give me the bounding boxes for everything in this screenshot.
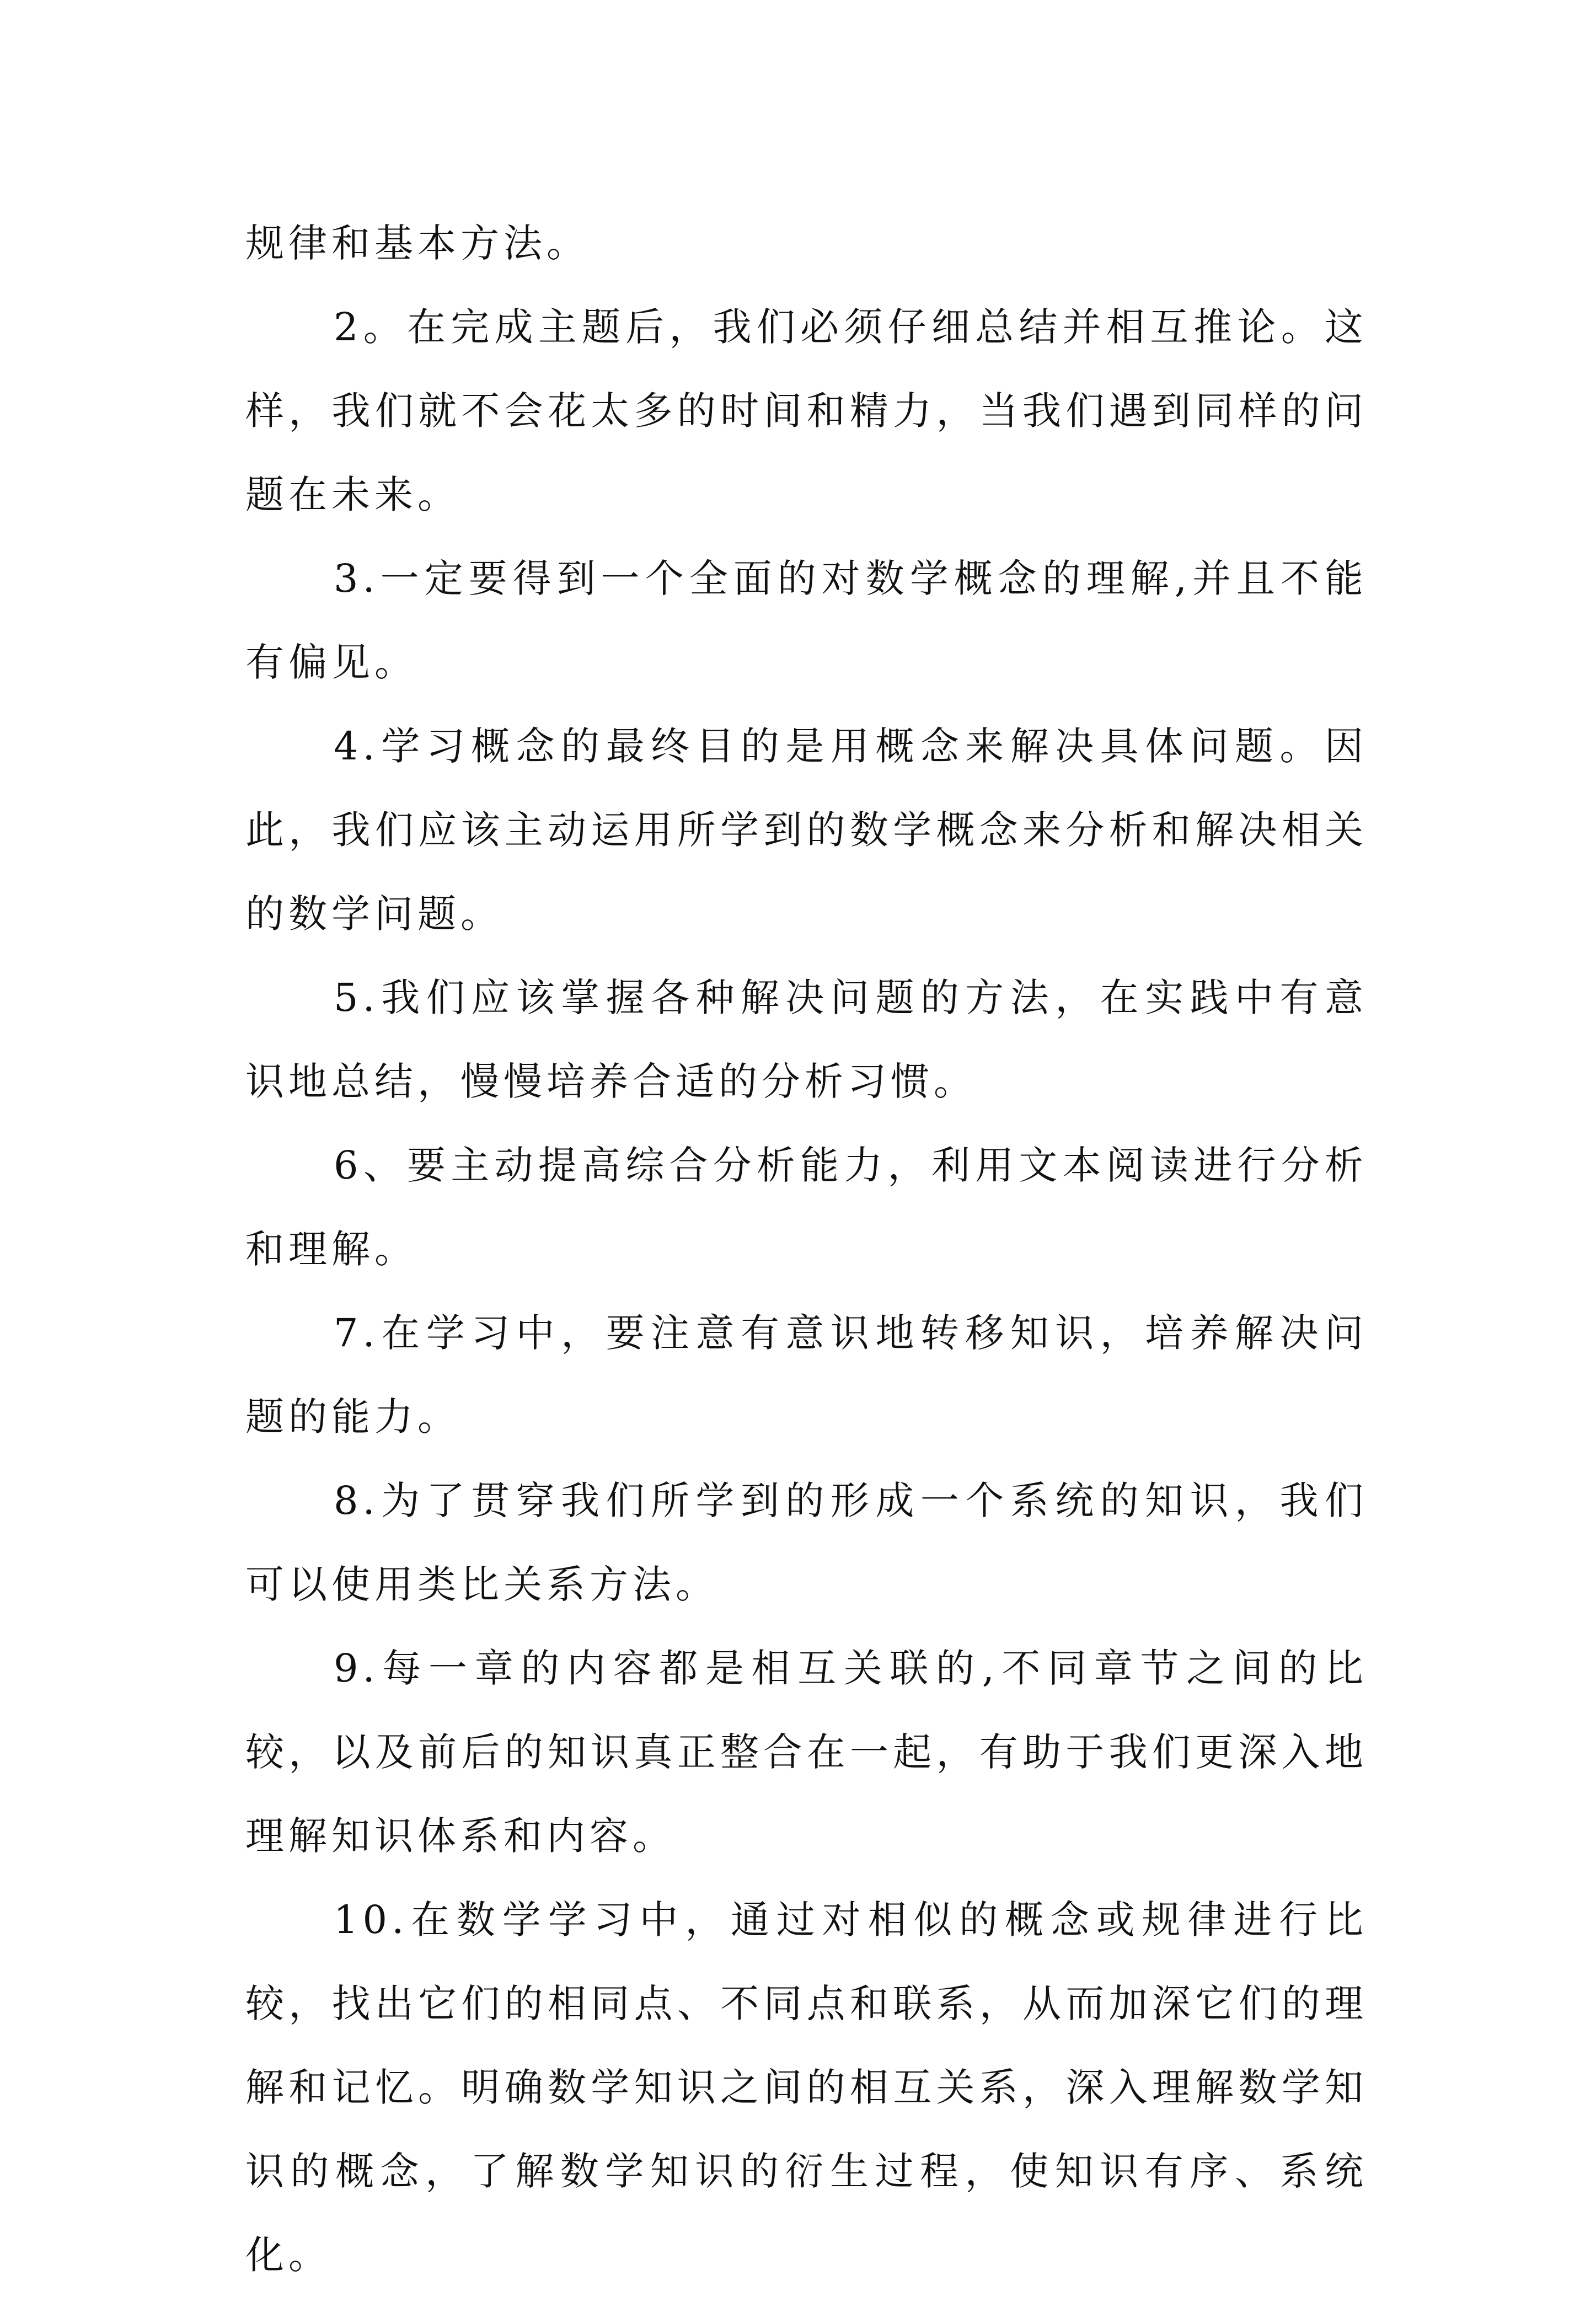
paragraph-item-5: 5.我们应该掌握各种解决问题的方法，在实践中有意识地总结，慢慢培养合适的分析习惯。: [245, 975, 1368, 1104]
paragraph-item-2: 2。在完成主题后，我们必须仔细总结并相互推论。这样，我们就不会花太多的时间和精力，当我们遇到同样的问题在未来。: [245, 304, 1368, 517]
paragraph-item-8: 8.为了贯穿我们所学到的形成一个系统的知识，我们可以使用类比关系方法。: [245, 1478, 1368, 1607]
paragraph-item-3: 3.一定要得到一个全面的对数学概念的理解,并且不能有偏见。: [245, 556, 1368, 685]
paragraph-continuation: 规律和基本方法。: [245, 221, 590, 266]
paragraph-item-7: 7.在学习中，要注意有意识地转移知识，培养解决问题的能力。: [245, 1310, 1368, 1439]
document-body: [245, 201, 1368, 2297]
paragraph-item-6: 6、要主动提高综合分析能力，利用文本阅读进行分析和理解。: [245, 1143, 1368, 1272]
paragraph-item-9: 9.每一章的内容都是相互关联的,不同章节之间的比较，以及前后的知识真正整合在一起，有助于我们更深入地理解知识体系和内容。: [245, 1646, 1368, 1859]
paragraph-item-10: 10.在数学学习中，通过对相似的概念或规律进行比较，找出它们的相同点、不同点和联系，从而加深它们的理解和记忆。明确数学知识之间的相互关系，深入理解数学知识的概念，了解数学知识的衍生过程，使知识有序、系统化。: [245, 1897, 1368, 2278]
paragraph-item-4: 4.学习概念的最终目的是用概念来解决具体问题。因此，我们应该主动运用所学到的数学概念来分析和解决相关的数学问题。: [245, 724, 1368, 936]
